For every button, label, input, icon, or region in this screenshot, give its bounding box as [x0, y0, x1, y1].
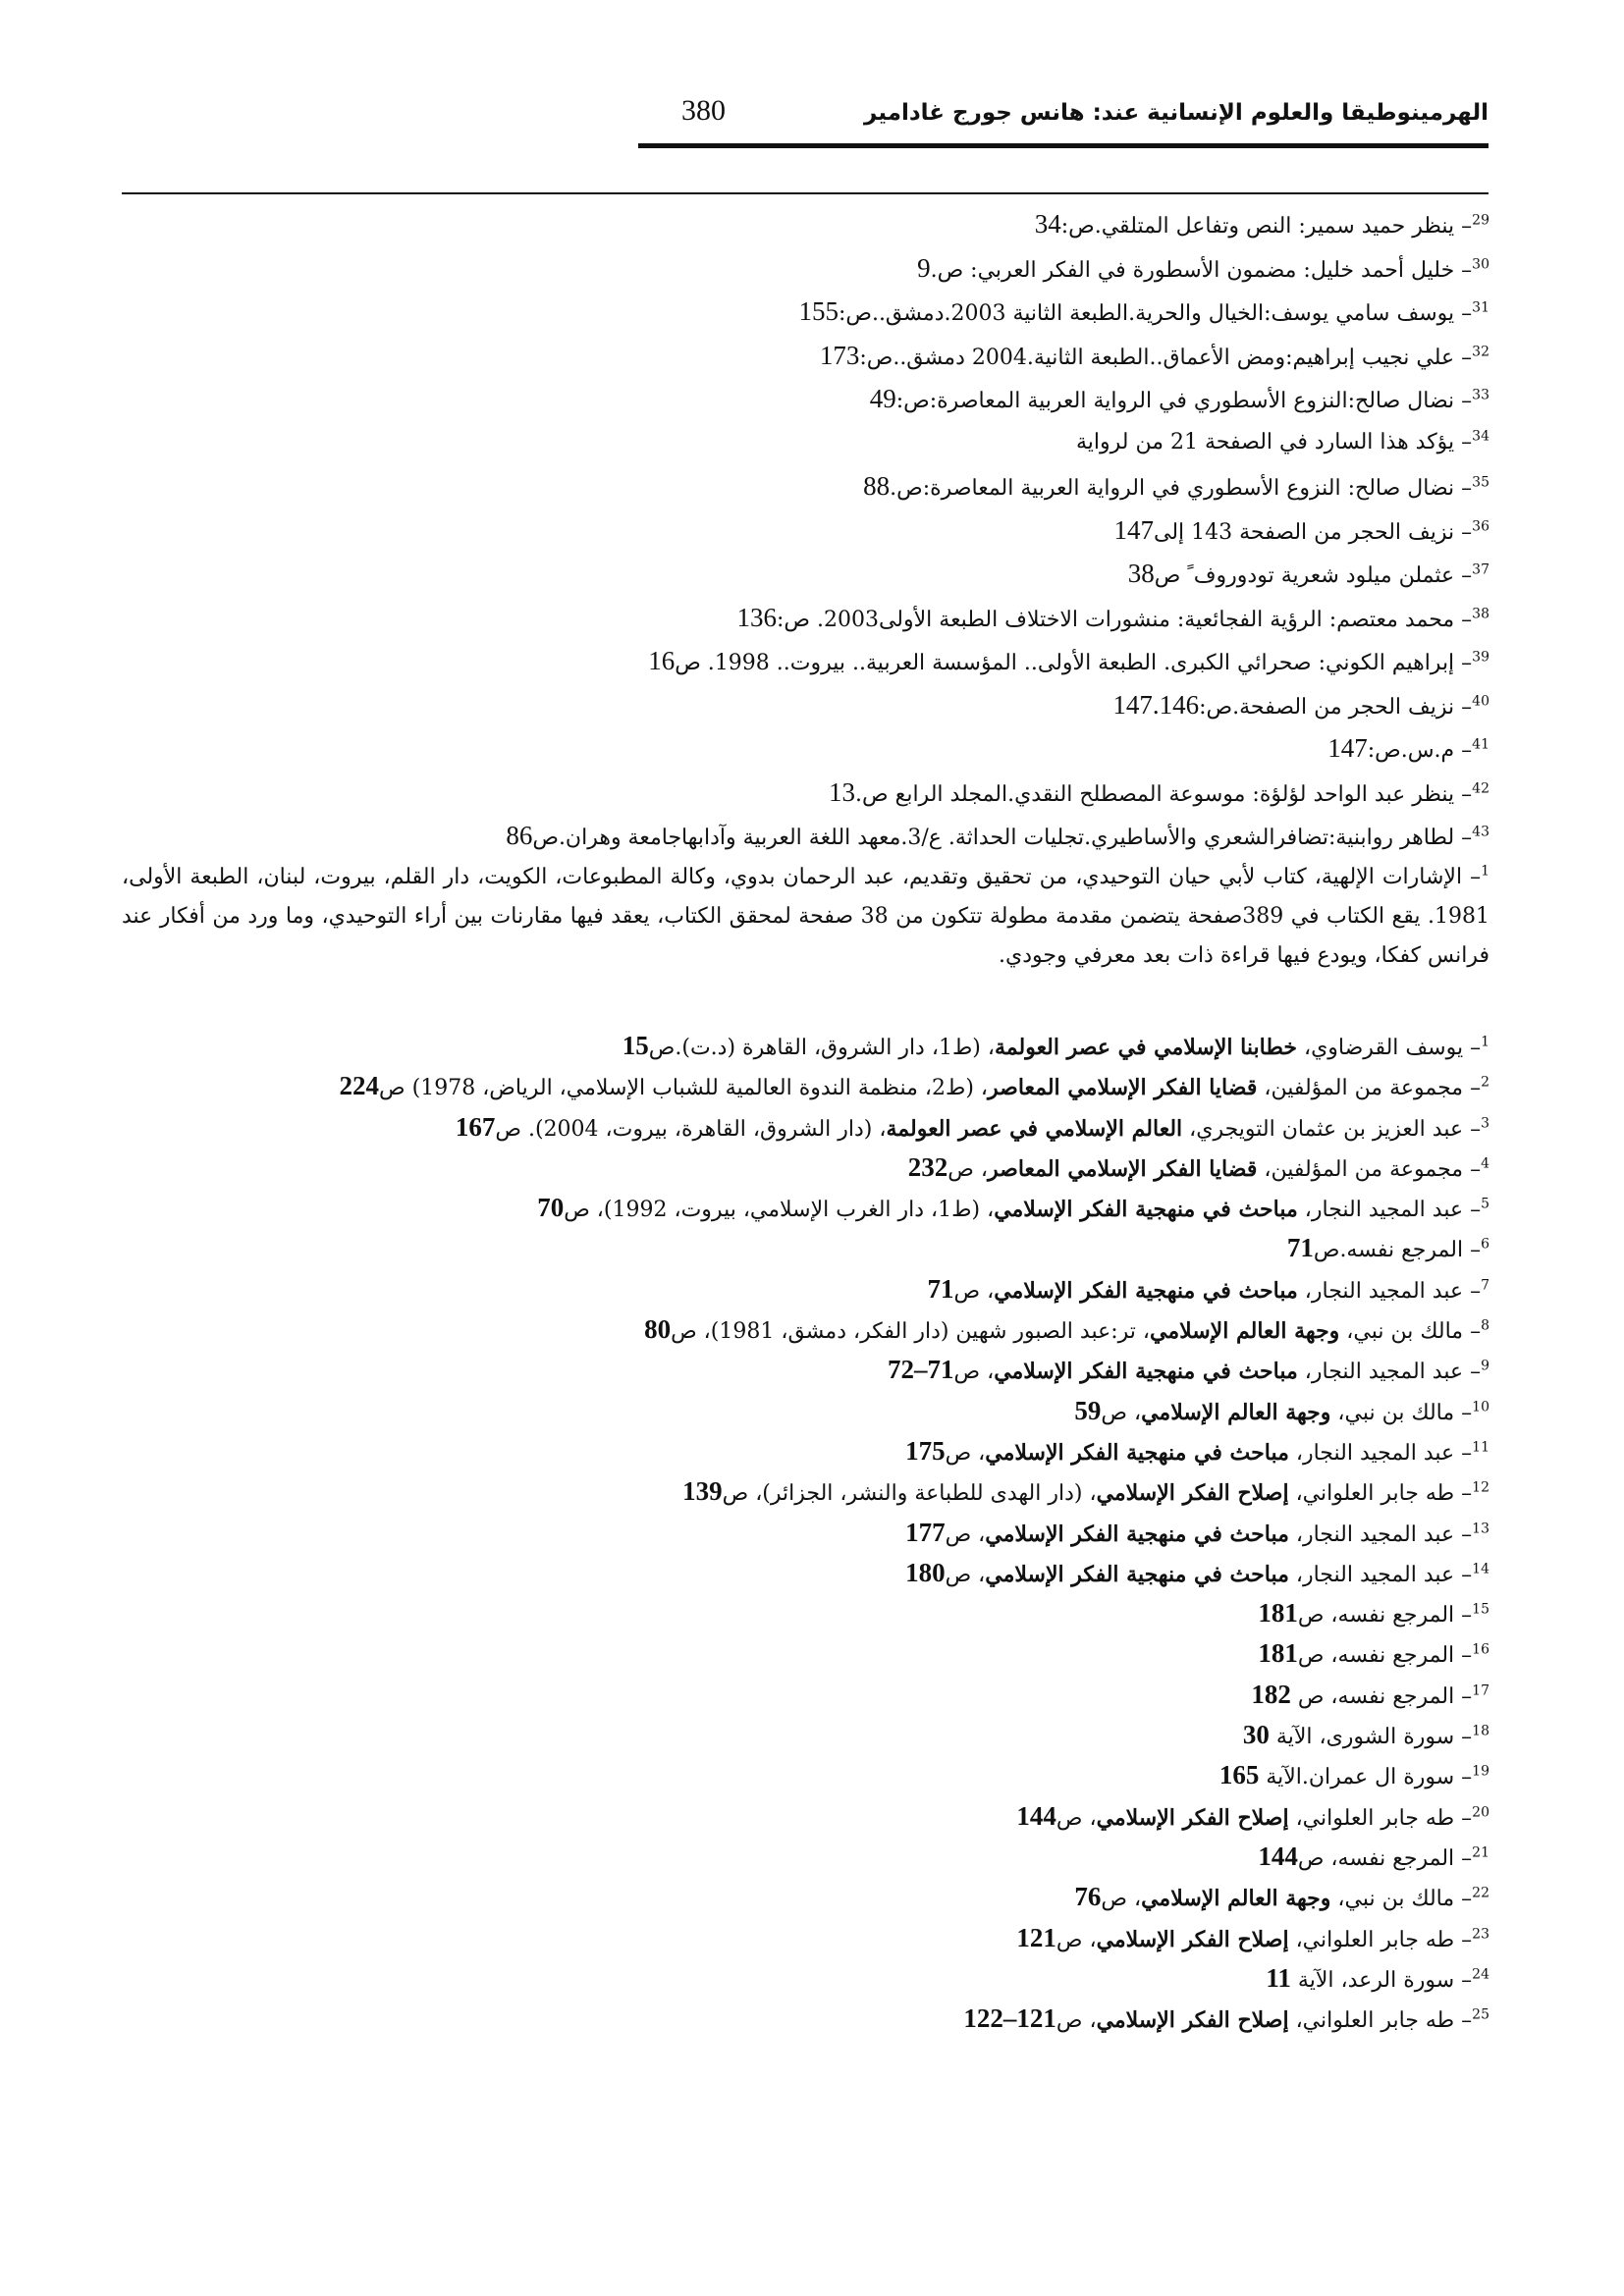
- footnote-number: 8: [1481, 1317, 1489, 1334]
- footnote-number: 43: [1472, 824, 1489, 840]
- footnote-page-ref: 167: [455, 1111, 496, 1142]
- footnote-page-ref: 9: [917, 252, 931, 283]
- footnote-details: ، ص: [945, 1562, 986, 1587]
- footnote-author: – طه جابر العلواني،: [1288, 1927, 1473, 1952]
- footnote-item: [122, 1918, 1489, 1958]
- footnote-number: 5: [1481, 1196, 1489, 1212]
- footnote-item: [122, 1228, 1489, 1268]
- footnote-page-ref: 59: [1074, 1395, 1102, 1425]
- footnote-page-ref: 180: [905, 1557, 946, 1587]
- footnote-number: 37: [1472, 561, 1489, 578]
- footnote-number: 9: [1481, 1359, 1489, 1375]
- footnote-item: [122, 1188, 1489, 1228]
- footnote-author: – عبد المجيد النجار،: [1297, 1360, 1482, 1385]
- footnote-book-title: قضايا الفكر الإسلامي المعاصر: [988, 1155, 1258, 1182]
- footnote-author: – مجموعة من المؤلفين،: [1257, 1156, 1482, 1182]
- footnote-author: – مالك بن نبي،: [1330, 1400, 1473, 1425]
- footnote-author: – المرجع نفسه، ص: [1297, 1603, 1473, 1629]
- footnote-page-ref: 175: [905, 1435, 946, 1466]
- footnote-page-ref: 224: [339, 1071, 380, 1101]
- footnote-book-title: العالم الإسلامي في عصر العولمة: [886, 1115, 1183, 1142]
- footnote-text: – نزيف الحجر من الصفحة 143 إلى: [1153, 519, 1473, 545]
- footnote-number: 15: [1472, 1601, 1489, 1618]
- footnote-page-ref: 147.146: [1112, 689, 1200, 720]
- footnote-item: [122, 1107, 1489, 1148]
- footnote-number: 30: [1472, 256, 1489, 273]
- footnote-item: [122, 1958, 1489, 1999]
- footnote-item: [122, 1796, 1489, 1837]
- footnote-details: ، (دار الشروق، القاهرة، بيروت، 2004). ص: [495, 1116, 887, 1142]
- footnote-text: – يوسف سامي يوسف:الخيال والحرية.الطبعة الثانية 2003.دمشق..ص:: [838, 301, 1473, 326]
- footnote-author: – سورة الرعد، الآية: [1290, 1967, 1473, 1993]
- footnote-details: ، (دار الهدى للطباعة والنشر، الجزائر)، ص: [722, 1481, 1097, 1507]
- footnote-number: 24: [1472, 1966, 1489, 1983]
- footnote-item: [122, 1755, 1489, 1795]
- footnote-number: 14: [1472, 1561, 1489, 1577]
- footnote-author: – طه جابر العلواني،: [1288, 2008, 1473, 2034]
- footnote-item: [122, 639, 1489, 683]
- footnote-number: 12: [1472, 1479, 1489, 1496]
- footnote-number: 4: [1481, 1155, 1489, 1172]
- footnote-item: [122, 1553, 1489, 1593]
- footnote-text: – م.س.ص:: [1367, 738, 1473, 763]
- running-header: [638, 90, 1489, 147]
- footnote-separator: [122, 192, 1489, 194]
- footnote-item: [122, 552, 1489, 596]
- footnote-page-ref: 121: [1016, 1922, 1056, 1952]
- footnote-item: [122, 1877, 1489, 1917]
- footnote-item: [122, 464, 1489, 508]
- footnote-number: 11: [1472, 1439, 1489, 1456]
- footnote-book-title: إصلاح الفكر الإسلامي: [1096, 1926, 1289, 1952]
- footnote-item: [122, 1269, 1489, 1309]
- footnote-item: [122, 771, 1489, 815]
- footnote-item: [122, 1715, 1489, 1755]
- footnote-item: [122, 683, 1489, 727]
- footnote-number: 23: [1472, 1926, 1489, 1943]
- footnote-number: 22: [1472, 1885, 1489, 1901]
- footnote-page-ref: 13: [829, 776, 856, 807]
- footnote-author: – يوسف القرضاوي،: [1296, 1036, 1482, 1060]
- footnote-details: ، ص: [1101, 1887, 1142, 1912]
- footnote-author: – عبد المجيد النجار،: [1297, 1278, 1482, 1304]
- footnote-page-ref: 49: [869, 384, 896, 413]
- footnote-page-ref: 121–122: [963, 2003, 1056, 2034]
- footnote-item: [122, 1309, 1489, 1350]
- footnote-text: – نضال صالح: النزوع الأسطوري في الرواية العربية المعاصرة:ص.: [890, 476, 1473, 501]
- footnote-item: [122, 1513, 1489, 1553]
- footnote-number: 20: [1472, 1804, 1489, 1821]
- footnote-item: [122, 1350, 1489, 1390]
- footnote-page-ref: 76: [1074, 1882, 1102, 1912]
- footnote-details: ، ص: [1056, 1927, 1097, 1952]
- footnote-item: [122, 334, 1489, 378]
- footnote-page-ref: 144: [1258, 1841, 1298, 1871]
- footnote-details: ، (ط1، دار الشروق، القاهرة (د.ت).ص: [648, 1036, 995, 1060]
- footnote-page-ref: 181: [1258, 1598, 1298, 1629]
- footnote-item: [122, 726, 1489, 771]
- footnote-page-ref: 38: [1127, 559, 1155, 588]
- footnote-number: 33: [1472, 387, 1489, 403]
- footnote-item: [122, 1431, 1489, 1471]
- footnote-page-ref: 15: [622, 1031, 649, 1060]
- footnote-number: 32: [1472, 344, 1489, 360]
- footnote-details: ، تر:عبد الصبور شهين (دار الفكر، دمشق، 1981)، ص: [671, 1319, 1150, 1345]
- footnote-number: 1: [1481, 1034, 1489, 1050]
- footnote-text: – ينظر عبد الواحد لؤلؤة: موسوعة المصطلح النقدي.المجلد الرابع ص.: [855, 781, 1473, 807]
- footnote-number: 38: [1472, 606, 1489, 622]
- footnote-details: ، (ط1، دار الغرب الإسلامي، بيروت، 1992)، ص: [564, 1198, 995, 1223]
- footnote-page-ref: 155: [798, 296, 839, 326]
- footnote-author: – المرجع نفسه.ص: [1313, 1238, 1482, 1263]
- footnote-number: 31: [1472, 299, 1489, 316]
- footnote-number: 29: [1472, 212, 1489, 229]
- footnote-text: – نضال صالح:النزوع الأسطوري في الرواية العربية المعاصرة:ص:: [895, 389, 1473, 413]
- footnote-page-ref: 147: [1327, 733, 1368, 763]
- footnote-number: 25: [1472, 2006, 1489, 2023]
- footnote-page-ref: 136: [736, 602, 777, 632]
- footnote-page-ref: 139: [682, 1476, 723, 1507]
- footnote-item: [122, 1066, 1489, 1106]
- footnote-book-title: وجهة العالم الإسلامي: [1141, 1886, 1331, 1912]
- footnotes-list-b: [122, 1026, 1489, 2039]
- footnote-text: – خليل أحمد خليل: مضمون الأسطورة في الفكر العربي: ص.: [930, 257, 1473, 283]
- footnote-book-title: إصلاح الفكر الإسلامي: [1096, 1804, 1289, 1831]
- footnote-author: – المرجع نفسه، ص: [1297, 1845, 1473, 1871]
- footnote-page-ref: 30: [1242, 1720, 1270, 1750]
- footnote-author: – مجموعة من المؤلفين،: [1257, 1076, 1482, 1101]
- footnote-book-title: قضايا الفكر الإسلامي المعاصر: [988, 1075, 1258, 1101]
- footnote-page-ref: 11: [1266, 1962, 1291, 1993]
- footnote-number: 19: [1472, 1764, 1489, 1781]
- footnote-page-ref: 34: [1034, 209, 1061, 239]
- footnote-text: – يؤكد هذا السارد في الصفحة 21 من لرواية: [1075, 429, 1473, 454]
- footnote-item: [122, 1026, 1489, 1066]
- footnote-text: – علي نجيب إبراهيم:ومض الأعماق..الطبعة الثانية.2004 دمشق..ص:: [859, 345, 1473, 370]
- footnote-page-ref: 86: [506, 821, 533, 850]
- footnote-text: – إبراهيم الكوني: صحرائي الكبرى. الطبعة الأولى.. المؤسسة العربية.. بيروت.. 1998. ص: [675, 651, 1473, 675]
- footnote-number: 7: [1481, 1277, 1489, 1294]
- footnote-item: [122, 1593, 1489, 1633]
- page-number: 380: [681, 94, 726, 127]
- footnote-book-title: إصلاح الفكر الإسلامي: [1096, 2007, 1289, 2034]
- footnote-book-title: مباحث في منهجية الفكر الإسلامي: [985, 1439, 1289, 1466]
- footnote-number: 17: [1472, 1682, 1489, 1699]
- footnote-page-ref: 232: [907, 1151, 948, 1182]
- footnote-author: – عبد العزيز بن عثمان التويجري،: [1182, 1116, 1482, 1142]
- footnote-number: 36: [1472, 518, 1489, 535]
- footnote-item: [122, 1999, 1489, 2039]
- footnote-details: ، ص: [1101, 1400, 1142, 1425]
- footnote-number: 10: [1472, 1399, 1489, 1415]
- footnote-item: [122, 1471, 1489, 1512]
- footnote-author: – سورة ال عمران.الآية: [1259, 1765, 1473, 1790]
- footnote-text: – لطاهر روابنية:تضافرالشعري والأساطيري.تجليات الحداثة. ع/3.معهد اللغة العربية وآدابهاجامعة وهران.ص: [532, 826, 1473, 850]
- footnote-number: 39: [1472, 649, 1489, 666]
- footnote-item: [122, 1391, 1489, 1431]
- footnote-book-title: مباحث في منهجية الفكر الإسلامي: [994, 1359, 1298, 1385]
- footnote-page-ref: 16: [648, 646, 676, 675]
- footnote-number: 42: [1472, 780, 1489, 797]
- footnote-page-ref: 71: [1286, 1233, 1314, 1263]
- footnote-item: [122, 508, 1489, 553]
- footnote-author: – مالك بن نبي،: [1330, 1887, 1473, 1912]
- footnote-page-ref: 147: [1113, 514, 1154, 545]
- footnote-page-ref: 71: [927, 1273, 954, 1304]
- footnote-author: – عبد المجيد النجار،: [1288, 1562, 1473, 1587]
- footnote-number: 18: [1472, 1723, 1489, 1739]
- footnote-item: [122, 377, 1489, 421]
- footnote-page-ref: 144: [1016, 1800, 1056, 1831]
- footnote-item: [122, 1837, 1489, 1877]
- footnote-item: [122, 202, 1489, 246]
- header-rule: [638, 143, 1489, 148]
- footnote-page-ref: 173: [819, 340, 860, 370]
- footnote-author: – مالك بن نبي،: [1339, 1319, 1482, 1345]
- footnote-item: [122, 1633, 1489, 1674]
- footnote-details: ، ص: [953, 1278, 995, 1304]
- footnote-book-title: مباحث في منهجية الفكر الإسلامي: [985, 1521, 1289, 1547]
- footnote-page-ref: 165: [1218, 1760, 1260, 1790]
- footnote-text: – نزيف الحجر من الصفحة.ص:: [1199, 694, 1473, 720]
- footnote-author: – عبد المجيد النجار،: [1288, 1440, 1473, 1466]
- footnote-number: 13: [1472, 1521, 1489, 1537]
- footnote-details: ، ص: [945, 1522, 986, 1547]
- footnote-details: ، (ط2، منظمة الندوة العالمية للشباب الإسلامي، الرياض، 1978) ص: [379, 1076, 988, 1101]
- footnote-book-title: وجهة العالم الإسلامي: [1141, 1399, 1331, 1425]
- footnote-page-ref: 71–72: [887, 1355, 954, 1385]
- footnote-number: 3: [1481, 1115, 1489, 1132]
- footnote-number: 6: [1481, 1237, 1489, 1254]
- footnote-details: ، ص: [1056, 2008, 1097, 2034]
- footnote-author: – عبد المجيد النجار،: [1288, 1522, 1473, 1547]
- footnote-book-title: إصلاح الفكر الإسلامي: [1096, 1480, 1289, 1507]
- footnote-number: 21: [1472, 1844, 1489, 1861]
- footnote-number: 40: [1472, 693, 1489, 710]
- footnote-page-ref: 181: [1258, 1638, 1298, 1669]
- footnotes-list-a: [122, 202, 1489, 976]
- footnote-page-ref: 177: [905, 1517, 946, 1547]
- footnote-page-ref: 80: [644, 1314, 672, 1345]
- footnote-item: [122, 1675, 1489, 1715]
- footnote-details: ، ص: [1056, 1805, 1097, 1831]
- footnote-number: 16: [1472, 1642, 1489, 1659]
- footnote-item: [122, 290, 1489, 334]
- footnote-book-title: مباحث في منهجية الفكر الإسلامي: [994, 1277, 1298, 1304]
- footnote-item: [122, 858, 1489, 976]
- footnote-number: 2: [1481, 1074, 1489, 1091]
- footnote-item: [122, 1148, 1489, 1188]
- footnote-author: – سورة الشورى، الآية: [1269, 1725, 1473, 1750]
- footnote-item: [122, 596, 1489, 640]
- footnote-author: – طه جابر العلواني،: [1288, 1805, 1473, 1831]
- footnote-item: [122, 421, 1489, 465]
- footnote-text: – محمد معتصم: الرؤية الفجائعية: منشورات الاختلاف الطبعة الأولى2003. ص:: [776, 607, 1473, 632]
- footnote-text: – عثملن ميلود شعرية تودوروف ً ص: [1154, 563, 1473, 588]
- footnote-page-ref: 70: [537, 1193, 565, 1223]
- footnote-number: 41: [1472, 736, 1489, 753]
- footnote-item: [122, 246, 1489, 291]
- footnote-details: ، ص: [953, 1360, 995, 1385]
- footnote-number: 34: [1472, 428, 1489, 445]
- footnote-item: [122, 814, 1489, 858]
- footnote-book-title: مباحث في منهجية الفكر الإسلامي: [985, 1561, 1289, 1587]
- footnote-details: ، ص: [947, 1156, 988, 1182]
- footnote-author: – عبد المجيد النجار،: [1297, 1198, 1482, 1223]
- footnote-text: – الإشارات الإلهية، كتاب لأبي حيان التوحيدي، من تحقيق وتقديم، عبد الرحمان بدوي، وكالة المطبوعات، الكويت، دار القلم، بيروت، لبنان، الطبعة الأولى، 1981. يقع الكتاب في 389صفحة يتضمن مقدمة مطولة تتكون من 38 صفحة لمحقق الكتاب، يعقد فيها مقارنات بين أراء التوحيدي، وما ورد من أفكار عند فرانس كفكا، ويودع فيها قراءة ذات بعد معرفي وجودي.: [122, 864, 1489, 968]
- footnote-author: – المرجع نفسه، ص: [1290, 1683, 1473, 1709]
- footnote-page-ref: 182: [1251, 1679, 1291, 1709]
- footnote-book-title: مباحث في منهجية الفكر الإسلامي: [994, 1197, 1298, 1223]
- footnote-book-title: وجهة العالم الإسلامي: [1150, 1318, 1340, 1345]
- header-title: الهرمينوطيقا والعلوم الإنسانية عند: هانس جورج غادامير: [864, 100, 1489, 126]
- footnote-number: 1: [1481, 863, 1489, 880]
- footnote-author: – المرجع نفسه، ص: [1297, 1643, 1473, 1669]
- footnote-details: ، ص: [945, 1440, 986, 1466]
- footnote-number: 35: [1472, 474, 1489, 491]
- footnote-page-ref: 88: [863, 471, 891, 501]
- footnote-book-title: خطابنا الإسلامي في عصر العولمة: [994, 1035, 1297, 1060]
- footnote-text: – ينظر حميد سمير: النص وتفاعل المتلقي.ص:: [1060, 214, 1473, 239]
- footnote-author: – طه جابر العلواني،: [1288, 1481, 1473, 1507]
